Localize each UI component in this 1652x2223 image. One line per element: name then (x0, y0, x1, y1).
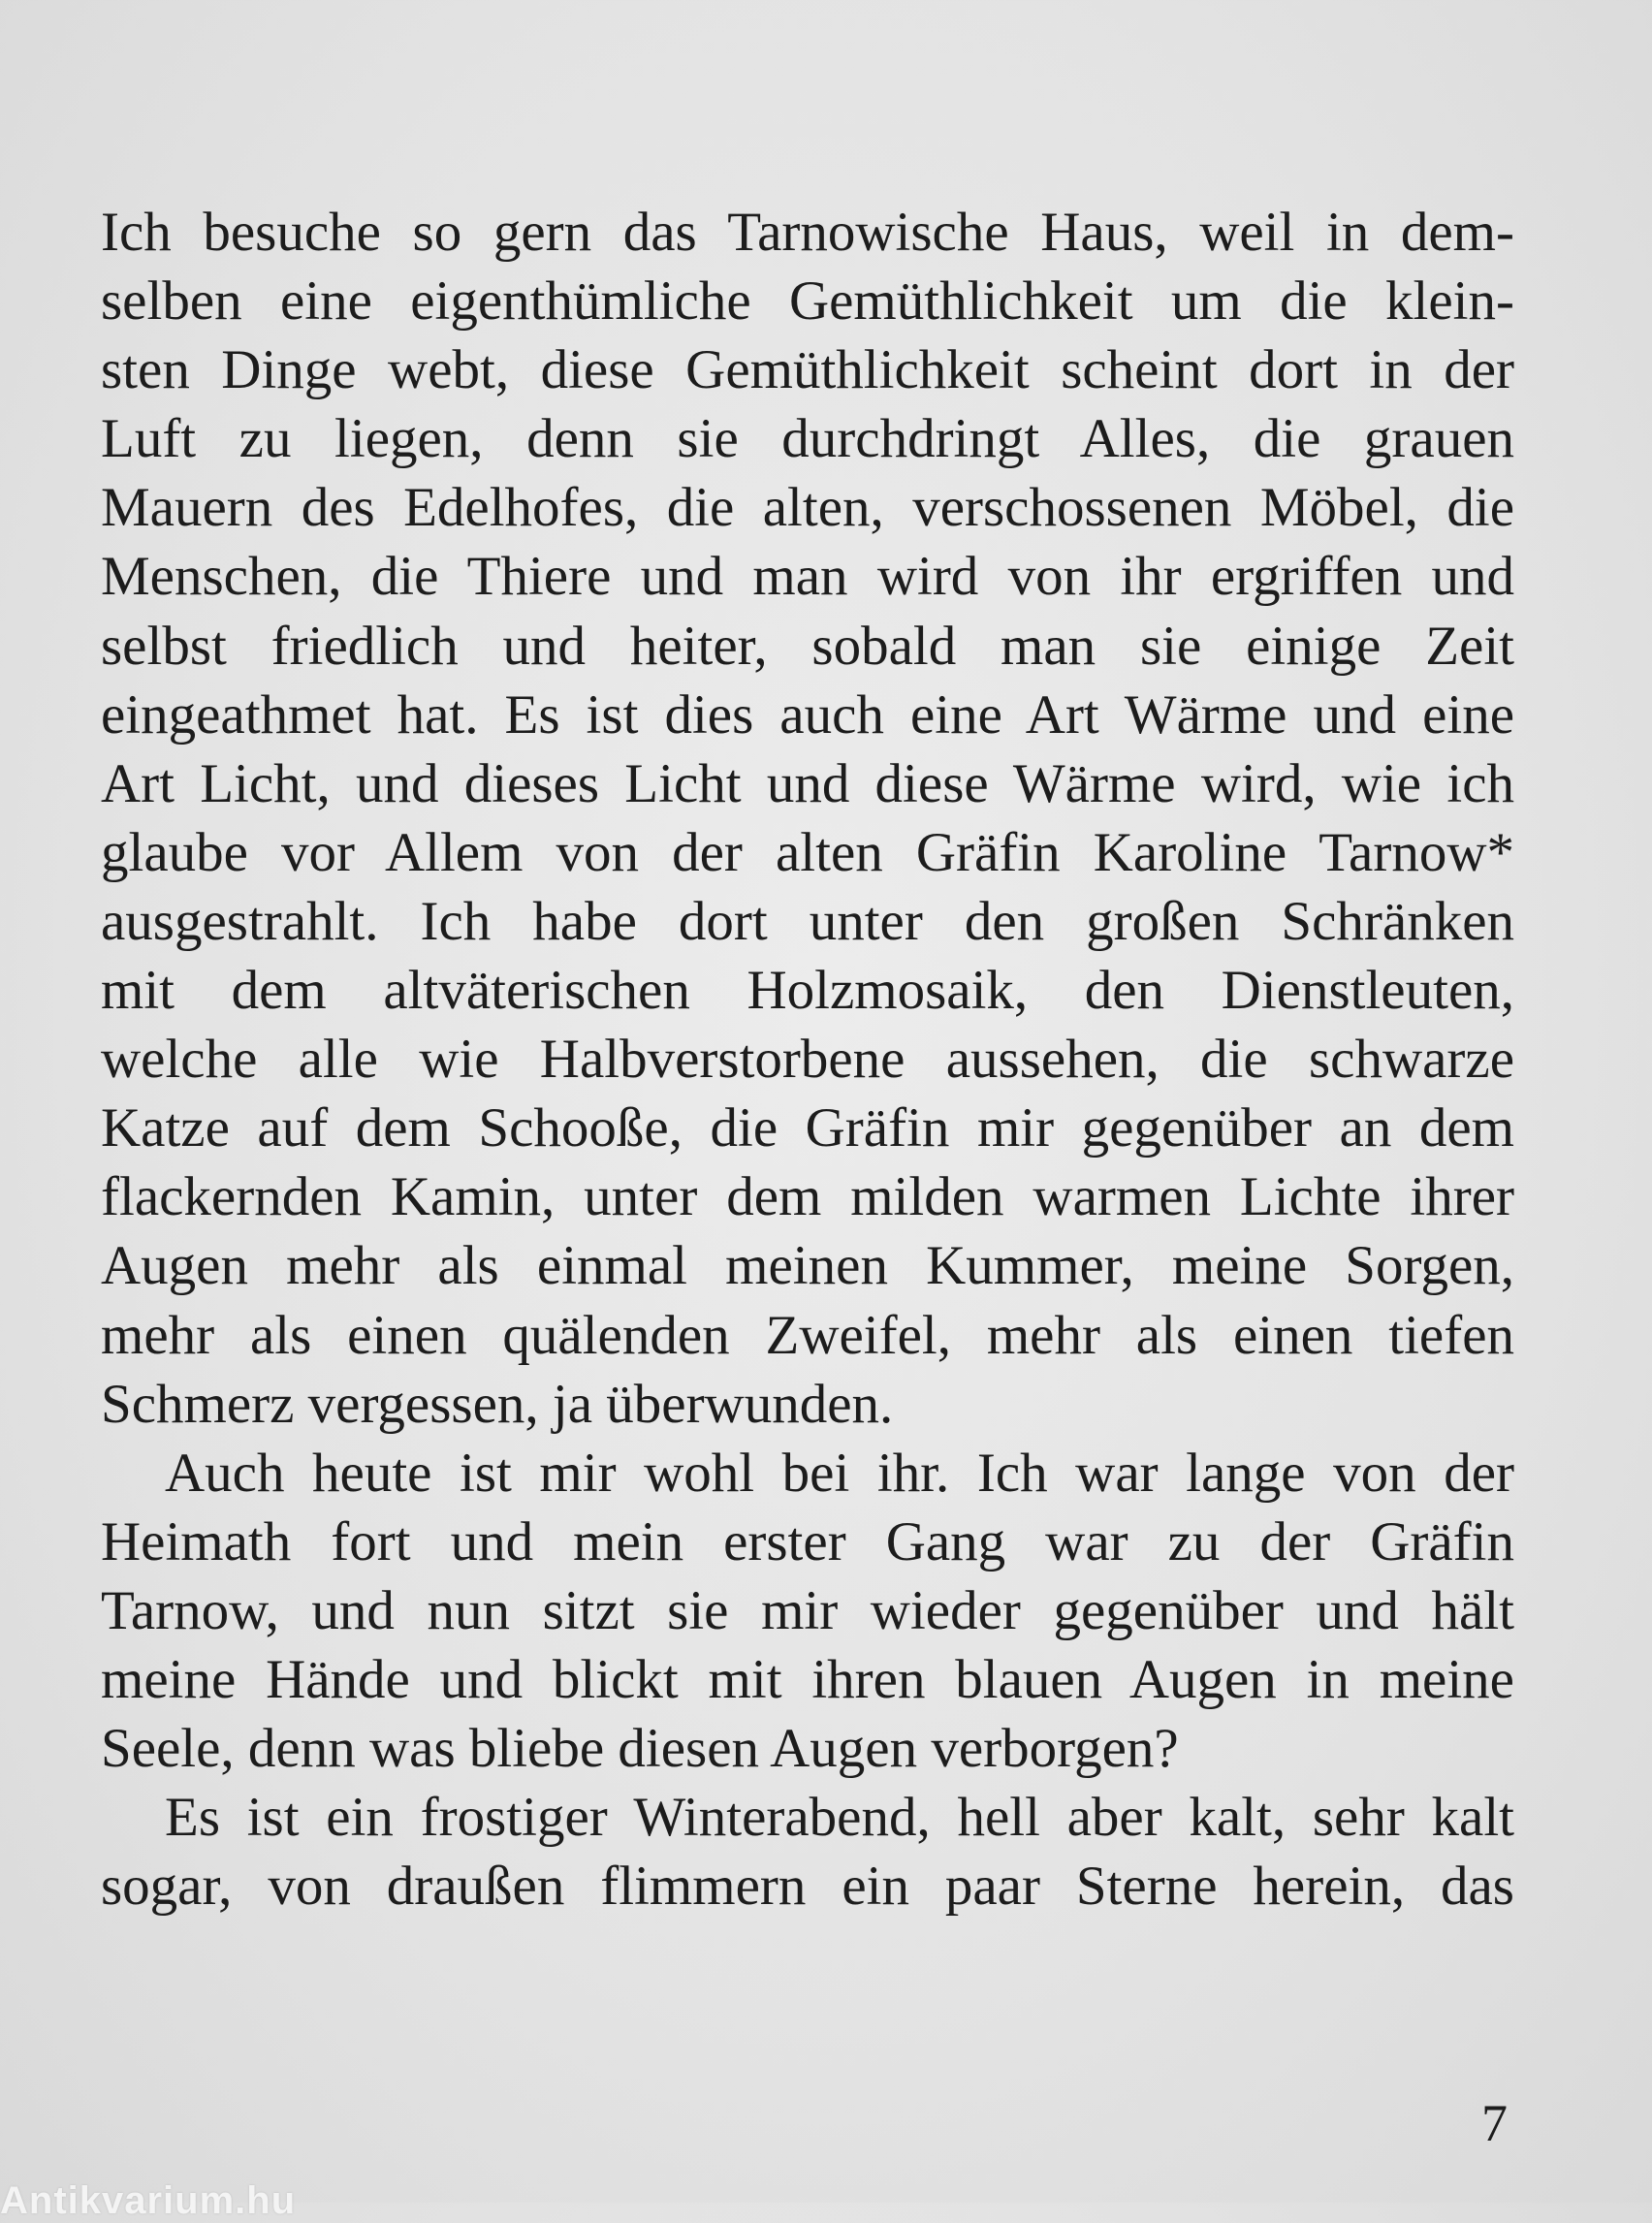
text-line: Tarnow, und nun sitzt sie mir wieder gegenüber und hält (101, 1579, 1514, 1641)
text-line: Es ist ein frostiger Winterabend, hell aber kalt, sehr kalt (165, 1787, 1514, 1849)
text-line: mit dem altväterischen Holzmosaik, den Dienstleuten, (101, 960, 1514, 1022)
text-line: Art Licht, und dieses Licht und diese Wärme wird, wie ich (101, 752, 1514, 814)
text-line: selben eine eigenthümliche Gemüthlichkeit um die klein- (101, 270, 1514, 333)
text-line: eingeathmet hat. Es ist dies auch eine Art Wärme und eine (101, 683, 1514, 746)
text-line: mehr als einen quälenden Zweifel, mehr als einen tiefen (101, 1304, 1514, 1366)
text-line: Augen mehr als einmal meinen Kummer, meine Sorgen, (101, 1235, 1514, 1297)
text-line: Menschen, die Thiere und man wird von ihr ergriffen und (101, 546, 1514, 608)
body-text (101, 198, 1514, 1921)
page-number: 7 (1481, 2094, 1508, 2152)
text-line: ausgestrahlt. Ich habe dort unter den großen Schränken (101, 890, 1514, 952)
text-line: Seele, denn was bliebe diesen Augen verborgen? (101, 1718, 1179, 1780)
text-line: Mauern des Edelhofes, die alten, verschossenen Möbel, die (101, 477, 1514, 539)
text-line: welche alle wie Halbverstorbene aussehen, die schwarze (101, 1029, 1514, 1091)
text-line: selbst friedlich und heiter, sobald man sie einige Zeit (101, 615, 1514, 677)
text-line: Schmerz vergessen, ja überwunden. (101, 1373, 894, 1435)
text-line: Heimath fort und mein erster Gang war zu der Gräfin (101, 1510, 1514, 1572)
watermark: Antikvarium.hu (0, 2179, 297, 2222)
text-line: meine Hände und blickt mit ihren blauen Augen in meine (101, 1648, 1514, 1710)
text-line: glaube vor Allem von der alten Gräfin Karoline Tarnow* (101, 821, 1514, 883)
text-line: flackernden Kamin, unter dem milden warmen Lichte ihrer (101, 1166, 1514, 1228)
text-line: Auch heute ist mir wohl bei ihr. Ich war lange von der (165, 1442, 1514, 1504)
text-line: sten Dinge webt, diese Gemüthlichkeit scheint dort in der (101, 339, 1514, 401)
text-line: Katze auf dem Schooße, die Gräfin mir gegenüber an dem (101, 1097, 1514, 1159)
text-line: sogar, von draußen flimmern ein paar Sterne herein, das (101, 1856, 1514, 1918)
text-line: Luft zu liegen, denn sie durchdringt Alles, die grauen (101, 408, 1514, 470)
text-line: Ich besuche so gern das Tarnowische Haus, weil in dem- (101, 202, 1514, 263)
